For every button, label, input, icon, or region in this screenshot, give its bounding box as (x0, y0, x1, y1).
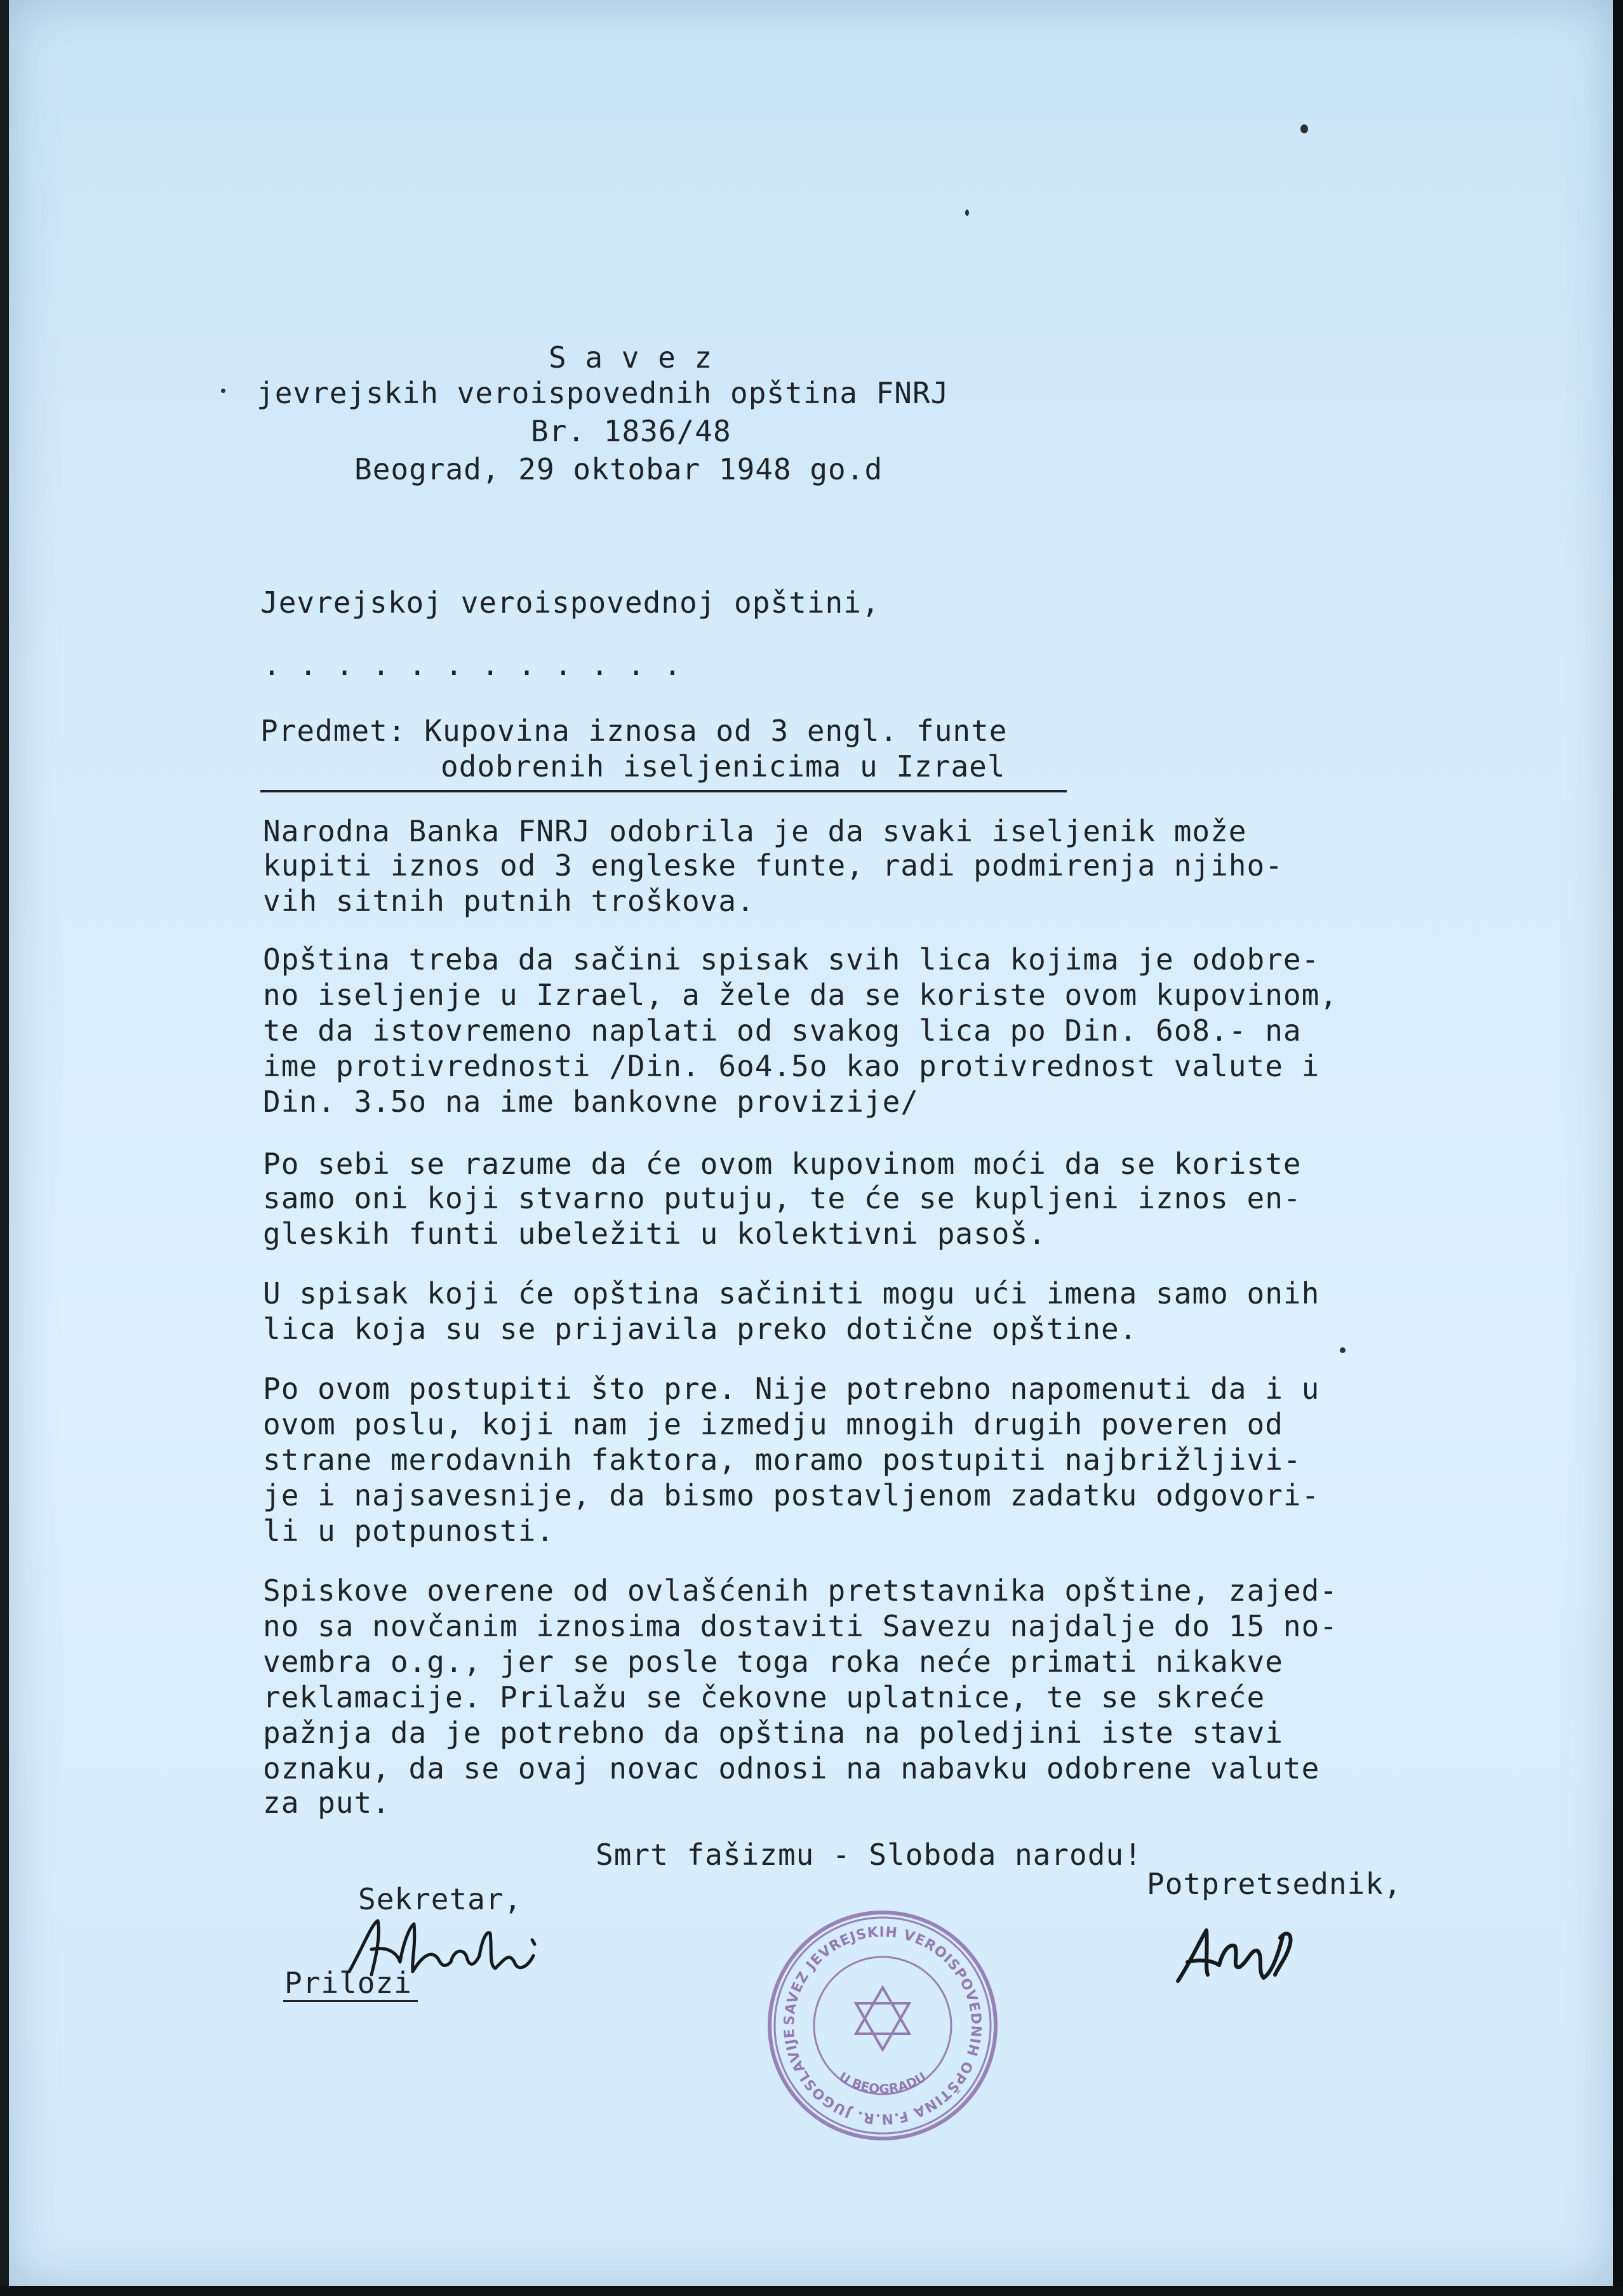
org-name-spaced: S a v e z (549, 340, 713, 375)
vice-president-signature (1168, 1911, 1308, 1994)
stamp-bottom-text (836, 2069, 929, 2097)
paragraph-1-line-2: kupiti iznos od 3 engleske funte, radi podmirenja njiho- (263, 848, 1283, 883)
secretary-signature (343, 1911, 552, 1987)
secretary-title: Sekretar, (358, 1882, 523, 1916)
paragraph-2-line-3: te da istovremeno naplati od svakog lica po Din. 6o8.- na (263, 1013, 1302, 1048)
scan-edge-left (0, 0, 9, 2296)
reference-number: Br. 1836/48 (531, 414, 731, 448)
addressee-line: Jevrejskoj veroispovednoj opštini, (260, 585, 880, 620)
stamp-bottom-textpath: U BEOGRADU (836, 2069, 929, 2097)
paragraph-6-line-5: pažnja da je potrebno da opština na poledjini iste stavi (263, 1716, 1283, 1750)
paragraph-3-line-2: samo oni koji stvarno putuju, te će se kupljeni iznos en- (263, 1181, 1302, 1215)
paragraph-3-line-3: gleskih funti ubeležiti u kolektivni pasoš. (263, 1217, 1046, 1251)
org-name: jevrejskih veroispovednih opština FNRJ (257, 376, 949, 410)
paragraph-1-line-3: vih sitnih putnih troškova. (263, 884, 755, 918)
place-and-date: Beograd, 29 oktobar 1948 go.d (354, 452, 883, 486)
paragraph-5-line-2: ovom poslu, koji nam je izmedju mnogih drugih poveren od (263, 1407, 1283, 1441)
star-of-david-icon (856, 1987, 909, 2050)
paragraph-3-line-1: Po sebi se razume da će ovom kupovinom moći da se koriste (263, 1147, 1302, 1181)
stamp-ring-textpath: SAVEZ JEVREJSKIH VEROISPOVEDNIH OPŠTINA F.N.R. JUGOSLAVIJE (781, 1924, 984, 2127)
attachments-underline (283, 2000, 418, 2002)
paragraph-1-line-1: Narodna Banka FNRJ odobrila je da svaki iseljenik može (263, 814, 1247, 848)
paragraph-5-line-3: strane merodavnih faktora, moramo postupiti najbrižljivi- (263, 1443, 1302, 1477)
ink-speck (221, 389, 225, 393)
ink-speck (1300, 124, 1308, 133)
paragraph-6-line-3: vembra o.g., jer se posle toga roka neće primati nikakve (263, 1645, 1283, 1679)
paragraph-6-line-7: za put. (263, 1785, 391, 1820)
paragraph-4-line-1: U spisak koji će opština sačiniti mogu ući imena samo onih (263, 1276, 1320, 1311)
closing-slogan: Smrt fašizmu - Sloboda narodu! (596, 1838, 1142, 1872)
subject-underline (260, 790, 1067, 792)
paragraph-4-line-2: lica koja su se prijavila preko dotične opštine. (263, 1312, 1138, 1346)
attachments-label: Prilozi (284, 1966, 412, 2000)
ink-speck (1340, 1347, 1346, 1353)
vice-president-title: Potpretsednik, (1147, 1867, 1402, 1901)
subject-line-1: Predmet: Kupovina iznosa od 3 engl. funte (260, 714, 1008, 748)
paragraph-2-line-1: Opština treba da sačini spisak svih lica kojima je odobre- (263, 942, 1320, 977)
paragraph-2-line-4: ime protivrednosti /Din. 6o4.5o kao protivrednost valute i (263, 1049, 1320, 1083)
paragraph-6-line-1: Spiskove overene od ovlašćenih pretstavnika opštine, zajed- (263, 1573, 1338, 1608)
ink-speck (965, 210, 969, 216)
paragraph-2-line-5: Din. 3.5o na ime bankovne provizije/ (263, 1085, 919, 1119)
paragraph-6-line-4: reklamacije. Prilažu se čekovne uplatnice, te se skreće (263, 1680, 1266, 1714)
paragraph-6-line-6: oznaku, da se ovaj novac odnosi na nabavku odobrene valute (263, 1751, 1320, 1785)
paragraph-6-line-2: no sa novčanim iznosima dostaviti Savezu najdalje do 15 no- (263, 1609, 1338, 1643)
official-stamp (762, 1905, 1003, 2146)
paragraph-5-line-4: je i najsavesnije, da bismo postavljenom zadatku odgovori- (263, 1478, 1320, 1512)
scan-edge-bottom (0, 2286, 1623, 2296)
paragraph-5-line-5: li u potpunosti. (263, 1514, 555, 1548)
paragraph-2-line-2: no iseljenje u Izrael, a žele da se koriste ovom kupovinom, (263, 978, 1338, 1012)
addressee-dots: . . . . . . . . . . . . (263, 648, 682, 682)
paragraph-5-line-1: Po ovom postupiti što pre. Nije potrebno napomenuti da i u (263, 1372, 1320, 1406)
subject-line-2: odobrenih iseljenicima u Izrael (441, 749, 1006, 784)
